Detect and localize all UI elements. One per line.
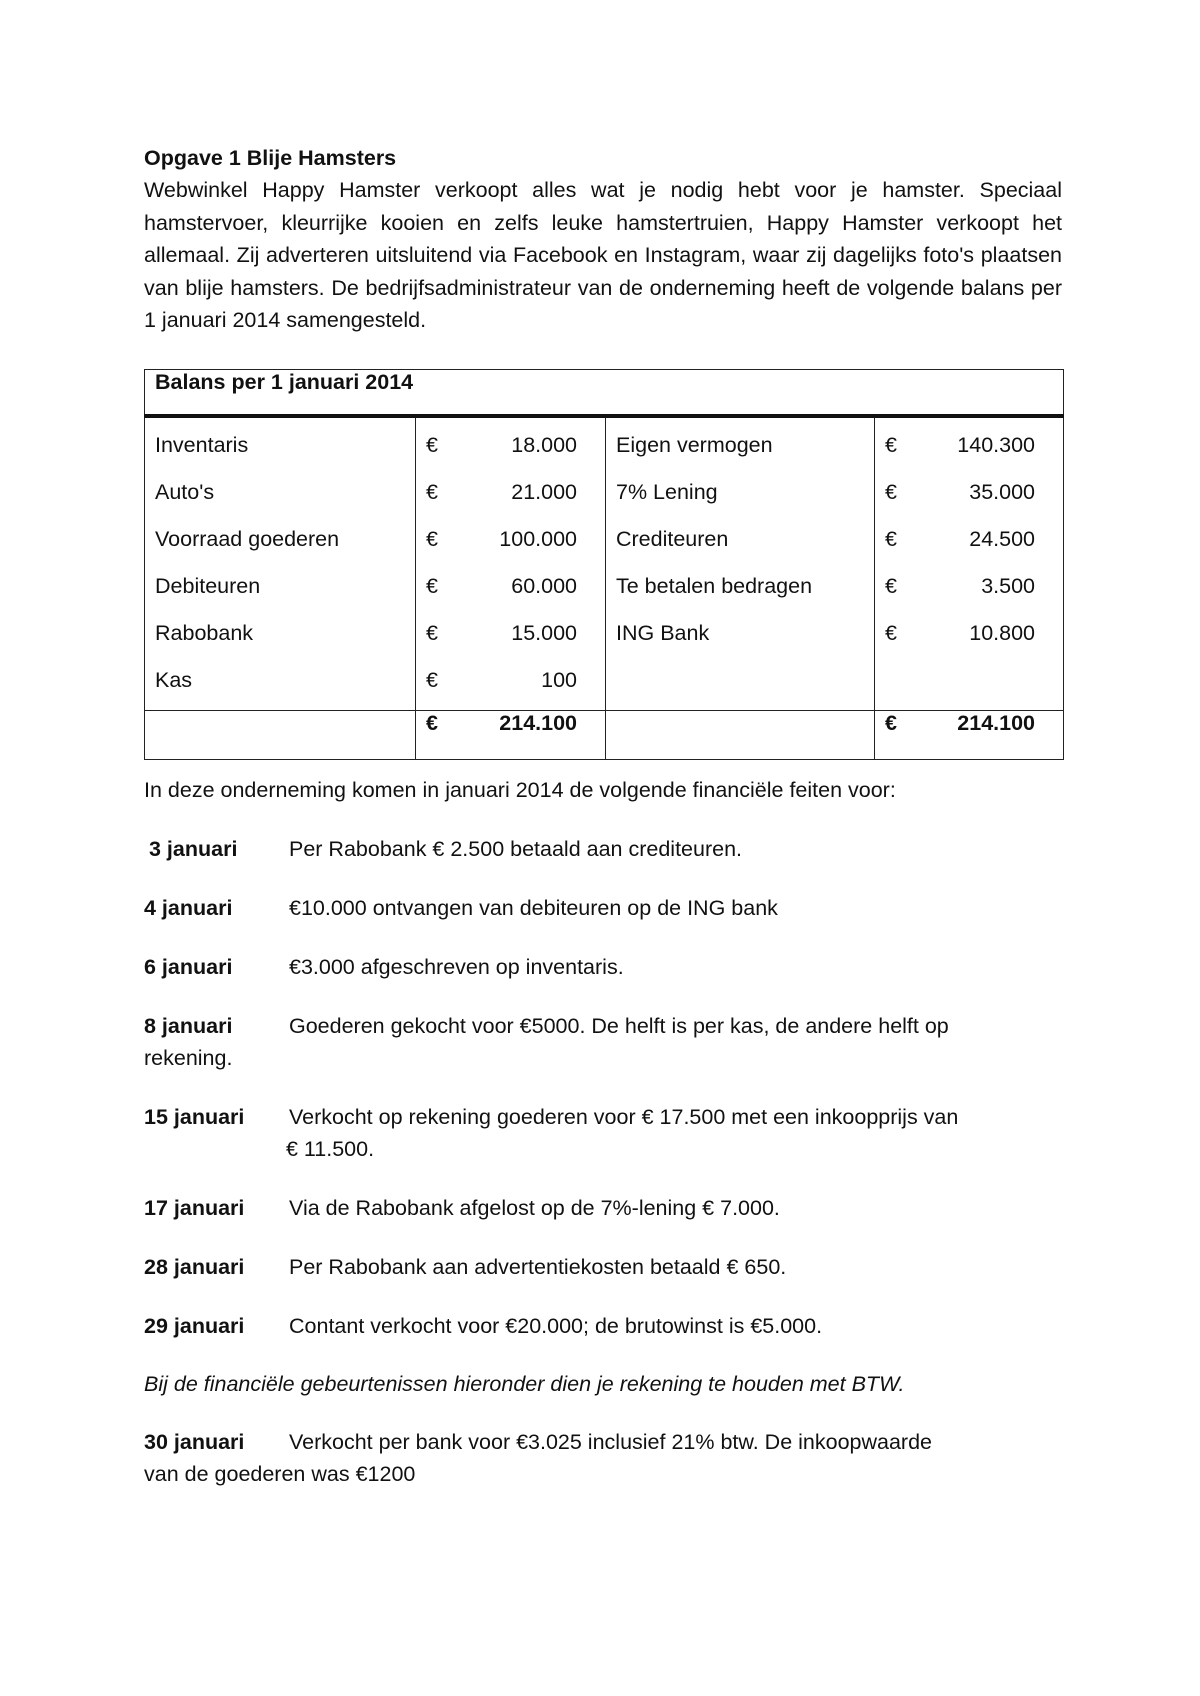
fact-date: 15 januari [144, 1105, 245, 1129]
debit-label: Voorraad goederen [155, 527, 340, 551]
fact-item [144, 1010, 1062, 1074]
facts-intro: In deze onderneming komen in januari 2014 de volgende financiële feiten voor: [144, 778, 896, 802]
balance-sheet-table [144, 369, 1064, 760]
fact-item [144, 1426, 1062, 1490]
total-credit-cell [875, 711, 1064, 760]
credit-amount: 35.000 [969, 480, 1036, 504]
intro-section [144, 142, 1062, 337]
balance-debit-label [145, 469, 416, 516]
balance-debit-amount-cell [416, 610, 606, 657]
total-debit-amount: 214.100 [499, 711, 577, 735]
balance-debit-amount-cell [416, 516, 606, 563]
total-empty-right [606, 711, 875, 760]
currency-sign: € [426, 668, 438, 692]
fact-date: 30 januari [144, 1430, 245, 1454]
fact-text-continued: rekening. [144, 1046, 233, 1070]
fact-text-continued: € 11.500. [286, 1137, 375, 1161]
balance-row [145, 516, 1064, 563]
balance-credit-amount-cell [875, 469, 1064, 516]
credit-label: 7% Lening [616, 480, 718, 504]
fact-text: Verkocht per bank voor €3.025 inclusief 21% btw. De inkoopwaarde [289, 1430, 933, 1454]
balance-credit-label [606, 516, 875, 563]
debit-amount: 100 [541, 668, 577, 692]
debit-amount: 100.000 [499, 527, 577, 551]
total-empty-left [145, 711, 416, 760]
intro-paragraph: Webwinkel Happy Hamster verkoopt alles wat je nodig hebt voor je hamster. Speciaal hamstervoer, kleurrijke kooien en zelfs leuke hamstertruien, Happy Hamster verkoopt het allemaal. Zij adverteren uitsluitend via Facebook en Instagram, waar zij dagelijks foto's plaatsen van blije hamsters. De bedrijfsadministrateur van de onderneming heeft de volgende balans per 1 januari 2014 samengesteld. [144, 178, 1062, 332]
currency-sign: € [426, 480, 438, 504]
credit-label: Eigen vermogen [616, 433, 773, 457]
fact-item [144, 1101, 1062, 1165]
balance-credit-amount-cell [875, 416, 1064, 469]
credit-label: Te betalen bedragen [616, 574, 813, 598]
fact-date: 17 januari [144, 1196, 245, 1220]
balance-credit-label [606, 657, 875, 711]
fact-item [144, 833, 1062, 865]
balance-credit-label [606, 563, 875, 610]
currency-sign: € [885, 527, 897, 551]
fact-item [144, 1192, 1062, 1224]
fact-date: 3 januari [149, 837, 238, 861]
debit-label: Kas [155, 668, 193, 692]
balance-row [145, 469, 1064, 516]
credit-amount: 24.500 [969, 527, 1036, 551]
balance-credit-label [606, 610, 875, 657]
debit-amount: 18.000 [511, 433, 577, 457]
fact-item [144, 1310, 1062, 1342]
currency-sign: € [426, 621, 438, 645]
fact-date: 29 januari [144, 1314, 245, 1338]
currency-sign: € [426, 527, 438, 551]
fact-text: Via de Rabobank afgelost op de 7%-lening € 7.000. [289, 1196, 780, 1220]
fact-item [144, 892, 1062, 924]
balance-row [145, 610, 1064, 657]
balance-credit-amount-cell [875, 563, 1064, 610]
currency-sign: € [426, 574, 438, 598]
btw-note: Bij de financiële gebeurtenissen hieronder dien je rekening te houden met BTW. [144, 1372, 905, 1396]
balance-debit-label [145, 516, 416, 563]
debit-amount: 15.000 [511, 621, 577, 645]
fact-item [144, 1251, 1062, 1283]
balance-header-row [145, 370, 1064, 417]
balance-debit-amount-cell [416, 563, 606, 610]
balance-credit-label [606, 416, 875, 469]
balance-credit-amount-cell [875, 657, 1064, 711]
balance-credit-amount-cell [875, 610, 1064, 657]
fact-text: €3.000 afgeschreven op inventaris. [289, 955, 624, 979]
currency-sign: € [426, 433, 438, 457]
fact-date: 4 januari [144, 896, 233, 920]
credit-label: ING Bank [616, 621, 710, 645]
currency-sign: € [885, 433, 897, 457]
balance-debit-amount-cell [416, 657, 606, 711]
fact-date: 8 januari [144, 1014, 233, 1038]
balance-row [145, 657, 1064, 711]
fact-text: Goederen gekocht voor €5000. De helft is per kas, de andere helft op [289, 1014, 949, 1038]
credit-label: Crediteuren [616, 527, 729, 551]
balance-row [145, 563, 1064, 610]
balance-debit-label [145, 416, 416, 469]
credit-amount: 140.300 [957, 433, 1036, 457]
total-credit-amount: 214.100 [957, 711, 1036, 735]
credit-amount: 10.800 [969, 621, 1036, 645]
currency-sign: € [885, 480, 897, 504]
fact-date: 6 januari [144, 955, 233, 979]
balance-debit-label [145, 563, 416, 610]
balance-total-row [145, 711, 1064, 760]
assignment-heading: Opgave 1 Blije Hamsters [144, 146, 397, 170]
balance-debit-label [145, 610, 416, 657]
fact-text: Per Rabobank € 2.500 betaald aan crediteuren. [289, 837, 743, 861]
fact-item [144, 951, 1062, 983]
fact-text: Per Rabobank aan advertentiekosten betaald € 650. [289, 1255, 787, 1279]
balance-debit-label [145, 657, 416, 711]
debit-label: Inventaris [155, 433, 249, 457]
debit-label: Rabobank [155, 621, 254, 645]
fact-text: Verkocht op rekening goederen voor € 17.500 met een inkoopprijs van [289, 1105, 959, 1129]
currency-sign: € [885, 574, 897, 598]
debit-amount: 21.000 [511, 480, 577, 504]
currency-sign: € [426, 711, 438, 735]
balance-row [145, 416, 1064, 469]
debit-amount: 60.000 [511, 574, 577, 598]
balance-credit-label [606, 469, 875, 516]
fact-text: €10.000 ontvangen van debiteuren op de ING bank [289, 896, 778, 920]
fact-text: Contant verkocht voor €20.000; de brutowinst is €5.000. [289, 1314, 823, 1338]
currency-sign: € [885, 621, 897, 645]
total-debit-cell [416, 711, 606, 760]
balance-title: Balans per 1 januari 2014 [145, 370, 1064, 417]
balance-debit-amount-cell [416, 469, 606, 516]
balance-credit-amount-cell [875, 516, 1064, 563]
debit-label: Auto's [155, 480, 215, 504]
credit-amount: 3.500 [981, 574, 1036, 598]
currency-sign: € [885, 711, 897, 735]
facts-section [144, 774, 1062, 1490]
fact-text-continued: van de goederen was €1200 [144, 1462, 416, 1486]
debit-label: Debiteuren [155, 574, 261, 598]
balance-debit-amount-cell [416, 416, 606, 469]
fact-date: 28 januari [144, 1255, 245, 1279]
